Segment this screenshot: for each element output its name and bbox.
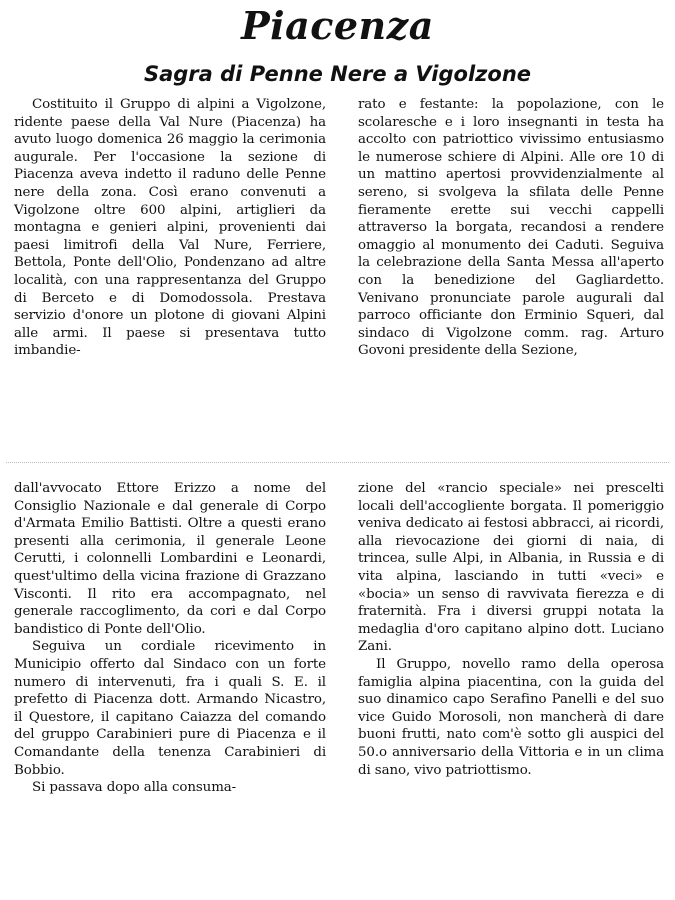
paragraph: rato e festante: la popolazione, con le scolaresche e i loro insegnanti in testa ha accolto con patriottico vivissimo entusiasmo le numerose schiere di Alpini. Alle ore 10 di un mattino apertosi provvidenzialmente al sereno, si svolgeva la sfilata delle Penne fieramente erette sui vecchi cappelli attraverso la borgata, recandosi a rendere omaggio al monumento dei Caduti. Seguiva la celebrazione della Santa Messa all'aperto con la benedizione del Gagliardetto. Venivano pronunciate parole augurali dal parroco officiante don Erminio Squeri, dal sindaco di Vigolzone comm. rag. Arturo Govoni presidente della Sezione, xyxy=(358,97,664,359)
paragraph: zione del «rancio speciale» nei prescelti locali dell'accogliente borgata. Il pomeriggio veniva dedicato ai festosi abbracci, ai ricordi, alla rievocazione dei giorni di naia, di trincea, sulle Alpi, in Albania, in Russia e di vita alpina, lasciando in tutti «veci» e «bocia» un senso di ravvivata fierezza e di fraternità. Fra i diversi gruppi notata la medaglia d'oro capitano alpino dott. Luciano Zani. xyxy=(358,481,664,655)
section-title: Piacenza xyxy=(241,3,434,48)
article-column-2 xyxy=(358,96,664,360)
fold-divider xyxy=(6,462,669,469)
article-column-3 xyxy=(14,480,326,797)
article-column-4 xyxy=(358,480,664,779)
paragraph: dall'avvocato Ettore Erizzo a nome del Consiglio Nazionale e dal generale di Corpo d'Armata Emilio Battisti. Oltre a questi erano presenti alla cerimonia, il generale Leone Cerutti, i colonnelli Lombardini e Leonardi, quest'ultimo della vicina frazione di Grazzano Visconti. Il rito era accompagnato, nel generale raccoglimento, da cori e dal Corpo bandistico di Ponte dell'Olio. xyxy=(14,481,326,637)
article-headline: Sagra di Penne Nere a Vigolzone xyxy=(143,62,532,86)
article-column-1 xyxy=(14,96,326,360)
paragraph: Costituito il Gruppo di alpini a Vigolzone, ridente paese della Val Nure (Piacenza) ha avuto luogo domenica 26 maggio la cerimonia augurale. Per l'occasione la sezione di Piacenza aveva indetto il raduno delle Penne nere della zona. Così erano convenuti a Vigolzone oltre 600 alpini, artiglieri da montagna e genieri alpini, provenienti dai paesi limitrofi della Val Nure, Ferriere, Bettola, Ponte dell'Olio, Pondenzano ad altre località, con una rappresentanza del Gruppo di Berceto e di Domodossola. Prestava servizio d'onore un plotone di giovani Alpini alle armi. Il paese si presentava tutto imbandie- xyxy=(14,97,326,359)
paragraph: Il Gruppo, novello ramo della operosa famiglia alpina piacentina, con la guida del suo dinamico capo Serafino Panelli e del suo vice Guido Morosoli, non mancherà di dare buoni frutti, nato com'è sotto gli auspici del 50.o anniversario della Vittoria e in un clima di sano, vivo patriottismo. xyxy=(358,656,664,778)
paragraph: Si passava dopo alla consuma- xyxy=(32,780,237,796)
paragraph: Seguiva un cordiale ricevimento in Municipio offerto dal Sindaco con un forte numero di intervenuti, fra i quali S. E. il prefetto di Piacenza dott. Armando Nicastro, il Questore, il capitano Caiazza del comando del gruppo Carabinieri pure di Piacenza e il Comandante della tenenza Carabinieri di Bobbio. xyxy=(14,639,326,778)
